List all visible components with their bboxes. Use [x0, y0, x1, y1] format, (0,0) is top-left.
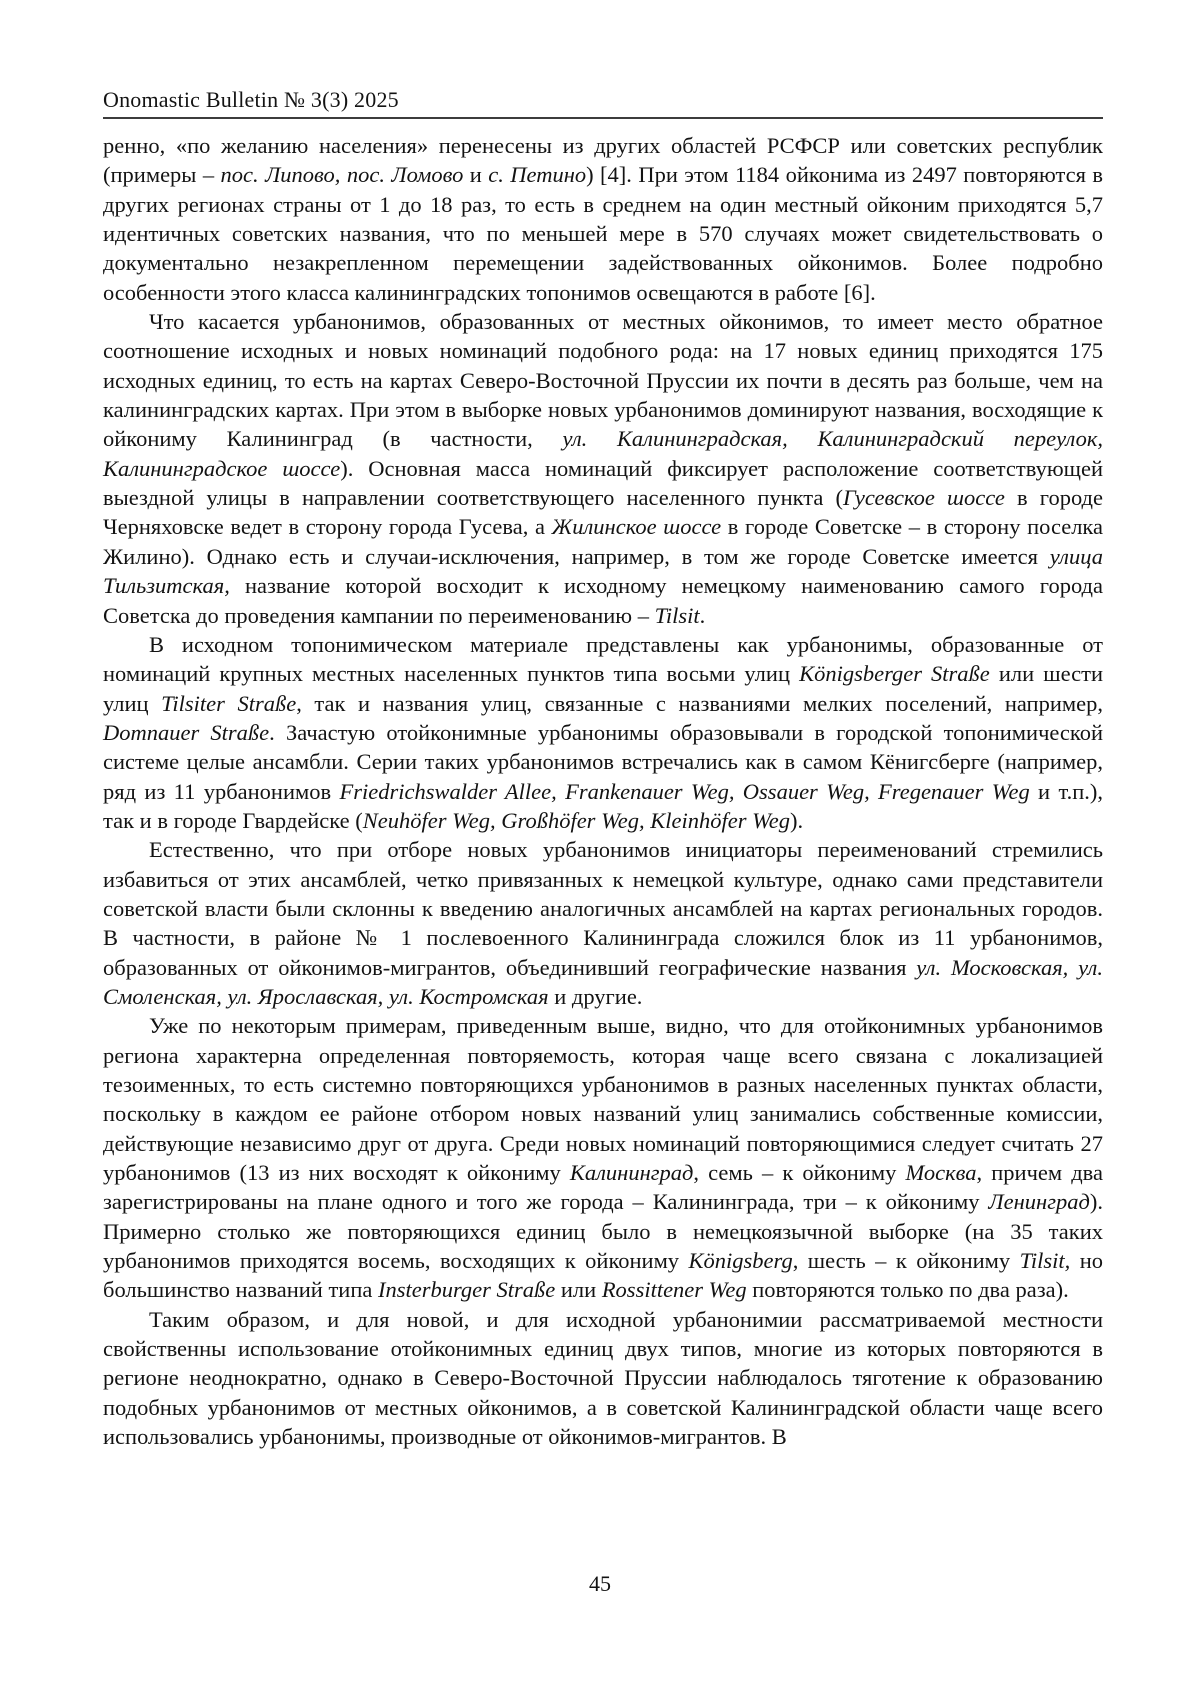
text-run: Что касается урбанонимов, образованных от местных ойконимов, то имеет место обратное соотношение исходных и новых номинаций подобного рода: на 17 новых единиц приходятся 175 исходных единиц, то есть на картах Северо-Восточной Пруссии их почти в десять раз больше, чем на калининградских картах. При этом в выборке новых урбанонимов доминируют названия, восходящие к ойкониму Калининград (в частности, — [103, 309, 1103, 452]
italic-text-run: Rossittener Weg — [601, 1277, 747, 1303]
text-run: , так и названия улиц, связанные с названиями мелких поселений, например, — [296, 690, 1103, 716]
header-rule — [103, 117, 1103, 119]
journal-title: Onomastic Bulletin № 3(3) 2025 — [103, 87, 399, 112]
paragraph — [103, 835, 1103, 1011]
italic-text-run: Гусевское шоссе — [843, 485, 1005, 511]
text-run: или — [555, 1277, 602, 1303]
text-run: ). Примерно столько же повторяющихся единиц было в немецкоязычной выборке (на 35 таких урбанонимов приходятся восемь, восходящих к ойкониму — [103, 1189, 1103, 1274]
italic-text-run: Königsberger Straße — [799, 661, 990, 687]
text-run: , семь – к ойкониму — [693, 1160, 906, 1186]
italic-text-run: Москва — [905, 1160, 977, 1186]
italic-text-run: Ленинград — [988, 1189, 1090, 1215]
italic-text-run: пос. Липово, пос. Ломово — [220, 162, 464, 188]
text-run: , причем два зарегистрированы на плане одного и того же города – Калининграда, три – к ойкониму — [103, 1160, 1103, 1215]
paragraph — [103, 131, 1103, 307]
text-run: . — [699, 602, 706, 628]
article-body — [103, 131, 1103, 1451]
italic-text-run: ул. Калининградская, Калининградский переулок, Калининградское шоссе — [103, 426, 1103, 481]
italic-text-run: Insterburger Straße — [377, 1277, 556, 1303]
paragraph — [103, 630, 1103, 835]
text-run: и т.п.), так и в городе Гвардейске ( — [103, 778, 1103, 833]
text-run: и другие. — [548, 983, 643, 1009]
text-run: ). — [790, 807, 804, 833]
italic-text-run: Neuhöfer Weg, Großhöfer Weg, Kleinhöfer Weg — [362, 807, 791, 833]
text-run: ) [4]. При этом 1184 ойконима из 2497 повторяются в других регионах страны от 1 до 18 раз, то есть в среднем на один местный ойконим приходятся 5,7 идентичных советских названия, что по меньшей мере в 570 случаях может свидетельствовать о документально незакрепленном перемещении задействованных ойконимов. Более подробно особенности этого класса калининградских топонимов освещаются в работе [6]. — [103, 162, 1103, 305]
text-run: . Зачастую отойконимные урбанонимы образовывали в городской топонимической системе целые ансамбли. Серии таких урбанонимов встречались как в самом Кёнигсберге (например, ряд из 11 урбанонимов — [103, 719, 1103, 804]
paragraph — [103, 1011, 1103, 1304]
italic-text-run: Friedrichswalder Allee, Frankenauer Weg, Ossauer Weg, Fregenauer Weg — [339, 778, 1030, 804]
text-run: Естественно, что при отборе новых урбанонимов инициаторы переименований стремились избавиться от этих ансамблей, четко привязанных к немецкой культуре, однако сами представители советской власти были склонны к введению аналогичных ансамблей на картах региональных городов. В частности, в районе № 1 послевоенного Калининграда сложился блок из 11 урбанонимов, образованных от ойконимов-мигрантов, объединивший географические названия — [103, 837, 1103, 980]
text-run: ). Основная масса номинаций фиксирует расположение соответствующей выездной улицы в направлении соответствующего населенного пункта ( — [103, 455, 1103, 511]
text-run: название которой восходит к исходному немецкому наименованию самого города Советска до проведения кампании по переименованию – — [103, 573, 1103, 628]
italic-text-run: Tilsit, — [1019, 1248, 1071, 1274]
text-run: ренно, «по желанию населения» перенесены из других областей РСФСР или советских республик (примеры – — [103, 133, 1103, 188]
text-run: повторяются только по два раза). — [746, 1277, 1069, 1303]
paragraph — [103, 1305, 1103, 1452]
italic-text-run: Königsberg — [688, 1248, 793, 1274]
italic-text-run: Калининград — [569, 1160, 694, 1186]
text-run: и — [463, 162, 489, 188]
italic-text-run: с. Петино — [488, 162, 587, 188]
text-run: в городе Черняховске ведет в сторону города Гусева, а — [103, 485, 1103, 540]
page-number: 45 — [589, 1571, 611, 1596]
text-run: в городе Советске – в сторону поселка Жилино). Однако есть и случаи-исключения, например, в том же городе Советске имеется — [103, 514, 1103, 569]
text-run: или шести улиц — [103, 661, 1103, 716]
page-footer — [0, 1571, 1200, 1597]
text-run: Таким образом, и для новой, и для исходной урбанонимии рассматриваемой местности свойственны использование отойконимных единиц двух типов, многие из которых повторяются в регионе неоднократно, однако в Северо-Восточной Пруссии наблюдалось тяготение к образованию подобных урбанонимов от местных ойконимов, а в советской Калининградской области чаще всего использовались урбанонимы, производные от ойконимов-мигрантов. В — [103, 1306, 1103, 1450]
italic-text-run: Жилинское шоссе — [551, 514, 722, 540]
text-run: Уже по некоторым примерам, приведенным выше, видно, что для отойконимных урбанонимов региона характерна определенная повторяемость, которая чаще всего связана с локализацией тезоименных, то есть системно повторяющихся урбанонимов в разных населенных пунктах области, поскольку в каждом ее районе отбором новых названий улиц занимались собственные комиссии, действующие независимо друг от друга. Среди новых номинаций повторяющимися следует считать 27 урбанонимов (13 из них восходят к ойкониму — [103, 1013, 1103, 1186]
italic-text-run: улица Тильзитская, — [103, 543, 1103, 599]
text-run: но большинство названий типа — [103, 1248, 1103, 1303]
running-header — [103, 87, 1103, 113]
italic-text-run: Tilsiter Straße — [161, 690, 297, 716]
italic-text-run: ул. Московская, ул. Смоленская, ул. Ярославская, ул. Костромская — [103, 954, 1103, 1009]
italic-text-run: Tilsit — [654, 602, 700, 628]
text-run: В исходном топонимическом материале представлены как урбанонимы, образованные от номинаций крупных местных населенных пунктов типа восьми улиц — [103, 631, 1103, 687]
paragraph — [103, 307, 1103, 630]
italic-text-run: Domnauer Straße — [103, 719, 270, 745]
text-run: , шесть – к ойкониму — [792, 1248, 1020, 1274]
